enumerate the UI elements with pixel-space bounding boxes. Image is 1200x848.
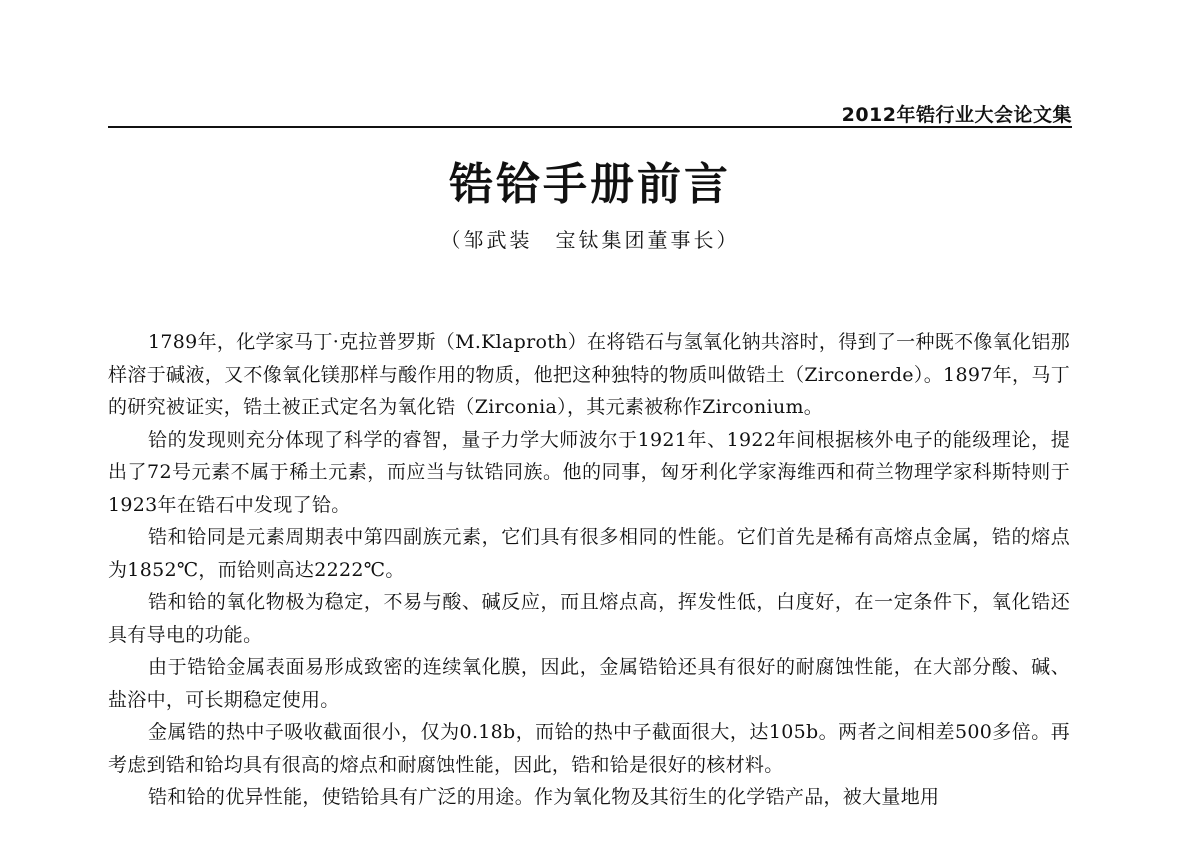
article-byline: （邹武装 宝钛集团董事长） bbox=[440, 228, 740, 252]
article-body bbox=[108, 326, 1070, 814]
paragraph-5: 由于锆铪金属表面易形成致密的连续氧化膜，因此，金属锆铪还具有很好的耐腐蚀性能，在大部分酸、碱、盐浴中，可长期稳定使用。 bbox=[108, 656, 1070, 711]
running-header: 2012年锆行业大会论文集 bbox=[841, 104, 1072, 126]
header-divider bbox=[108, 126, 1072, 128]
paragraph-2: 铪的发现则充分体现了科学的睿智，量子力学大师波尔于1921年、1922年间根据核外电子的能级理论，提出了72号元素不属于稀土元素，而应当与钛锆同族。他的同事，匈牙利化学家海维西和荷兰物理学家科斯特则于1923年在锆石中发现了铪。 bbox=[108, 428, 1070, 516]
article-title: 锆铪手册前言 bbox=[449, 159, 731, 210]
paragraph-4: 锆和铪的氧化物极为稳定，不易与酸、碱反应，而且熔点高，挥发性低，白度好，在一定条件下，氧化锆还具有导电的功能。 bbox=[108, 591, 1070, 646]
paragraph-3: 锆和铪同是元素周期表中第四副族元素，它们具有很多相同的性能。它们首先是稀有高熔点金属，锆的熔点为1852℃，而铪则高达2222℃。 bbox=[108, 526, 1070, 581]
paragraph-7: 锆和铪的优异性能，使锆铪具有广泛的用途。作为氧化物及其衍生的化学锆产品，被大量地用 bbox=[148, 786, 940, 808]
paragraph-1: 1789年，化学家马丁·克拉普罗斯（M.Klaproth）在将锆石与氢氧化钠共溶时，得到了一种既不像氧化铝那样溶于碱液，又不像氧化镁那样与酸作用的物质，他把这种独特的物质叫做锆土（Zirconerde）。1897年，马丁的研究被证实，锆土被正式定名为氧化锆（Zirconia），其元素被称作Zirconium。 bbox=[108, 331, 1070, 418]
paragraph-6: 金属锆的热中子吸收截面很小，仅为0.18b，而铪的热中子截面很大，达105b。两者之间相差500多倍。再考虑到锆和铪均具有很高的熔点和耐腐蚀性能，因此，锆和铪是很好的核材料。 bbox=[108, 721, 1070, 776]
